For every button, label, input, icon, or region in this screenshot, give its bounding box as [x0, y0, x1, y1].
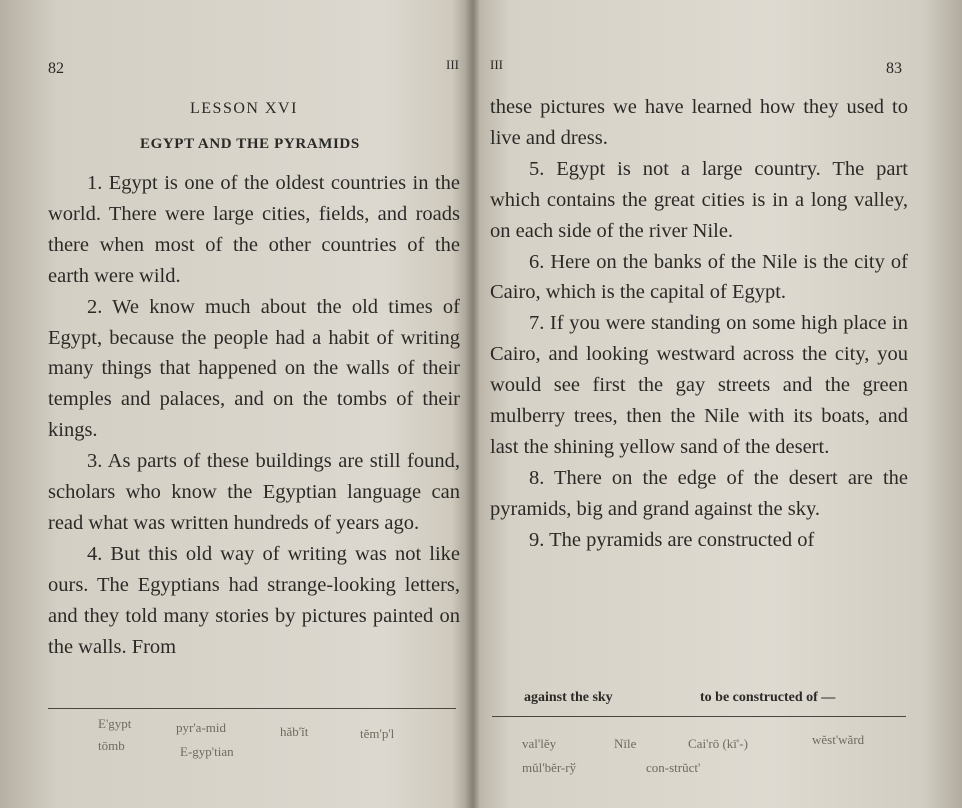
signature-mark: III — [490, 57, 503, 72]
pronunciation: E'gypt — [98, 716, 132, 731]
pronunciation: tōmb — [98, 738, 125, 753]
pronunciation: con-strŭct' — [646, 760, 701, 775]
paragraph: 6. Here on the banks of the Nile is the city of Cairo, which is the capital of Egypt. — [490, 250, 908, 304]
right-page — [482, 0, 962, 808]
pronunciation: Nīle — [614, 736, 637, 751]
pronunciation: wĕst'wărd — [812, 732, 865, 747]
paragraph: 1. Egypt is one of the oldest countries in the world. There were large cities, fields, and roads there when most of the other countries of the earth were wild. — [48, 172, 460, 287]
footnote-phrase: against the sky — [524, 690, 613, 705]
left-page — [0, 0, 470, 808]
pronunciation: mŭl'bĕr-rў — [522, 760, 577, 775]
pronunciation: val'lĕy — [522, 736, 557, 751]
page-number: 82 — [48, 60, 64, 77]
chapter-title: EGYPT AND THE PYRAMIDS — [140, 136, 360, 152]
pronunciation: tĕm'p'l — [360, 726, 395, 741]
paragraph: 7. If you were standing on some high place in Cairo, and looking westward across the city, you would see first the gay streets and the green mulberry trees, then the Nile with its boats, and last the shining yellow sand of the desert. — [490, 312, 908, 458]
paragraph: these pictures we have learned how they used to live and dress. — [490, 96, 908, 149]
paragraph: 4. But this old way of writing was not like ours. The Egyptians had strange-looking letters, and they told many stories by pictures painted on the walls. From — [48, 542, 460, 658]
pronunciation: E-gyp'tian — [180, 744, 234, 759]
footnote-phrase: to be constructed of — — [700, 690, 836, 705]
paragraph: 2. We know much about the old times of Egypt, because the people had a habit of writing many things that happened on the walls of their temples and palaces, and on the tombs of their kings. — [48, 295, 460, 442]
paragraph: 3. As parts of these buildings are still found, scholars who know the Egyptian language can read what was written hundreds of years ago. — [48, 450, 460, 534]
pronunciation: hăb'ĭt — [280, 724, 309, 739]
lesson-title: LESSON XVI — [190, 100, 298, 117]
page-number: 83 — [886, 60, 902, 77]
left-body-text — [48, 168, 460, 663]
signature-mark: III — [446, 57, 459, 72]
paragraph: 5. Egypt is not a large country. The part which contains the great cities is in a long valley, on each side of the river Nile. — [490, 157, 908, 242]
pronunciation: Cai'rō (kī'-) — [688, 736, 748, 751]
footnote-rule — [48, 708, 456, 709]
pronunciation: pyr'a-mid — [176, 720, 226, 735]
right-body-text — [490, 92, 908, 556]
paragraph: 9. The pyramids are constructed of — [528, 528, 815, 551]
paragraph: 8. There on the edge of the desert are the pyramids, big and grand against the sky. — [490, 466, 908, 520]
footnote-rule — [492, 716, 906, 717]
